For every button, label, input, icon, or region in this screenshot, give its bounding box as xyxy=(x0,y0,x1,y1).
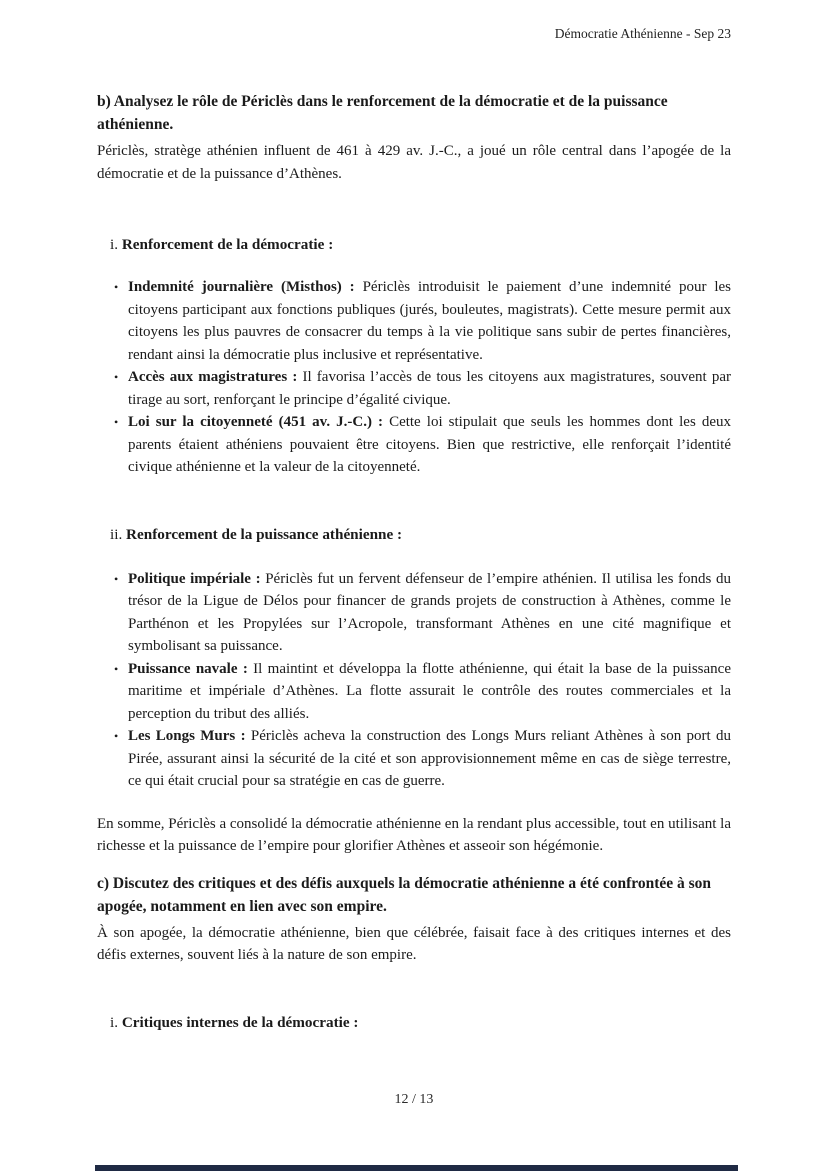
subheading-numeral: ii. xyxy=(110,525,123,543)
bullet-icon: • xyxy=(114,370,119,384)
list-item-lead: Politique impériale : xyxy=(128,570,261,587)
list-item-text: Périclès acheva la construction des Longs Murs reliant Athènes à son port du Pirée, assurant ainsi la sécurité de la cité et son approvisionnement même en cas de siège terrestre, ce qui était crucial pour sa stratégie en cas de guerre. xyxy=(128,728,731,789)
list-item-text: Il maintint et développa la flotte athénienne, qui était la base de la puissance maritime et impériale d’Athènes. La flotte assurait le contrôle des routes commerciales et la perception du tribut des alliés. xyxy=(128,660,731,722)
list-item-lead: Indemnité journalière (Misthos) : xyxy=(128,279,355,295)
bullet-icon: • xyxy=(114,571,119,586)
question-c-heading: c) Discutez des critiques et des défis auxquels la démocratie athénienne a été confrontée à son apogée, notamment en lien avec son empire. xyxy=(97,874,712,915)
list-item xyxy=(97,276,731,366)
list-item-text: Cette loi stipulait que seuls les hommes dont les deux parents étaient athéniens pouvaient être citoyens. Bien que restrictive, elle renforçait l’identité civique athénienne et la valeur de la citoyenneté. xyxy=(128,414,732,475)
bullet-icon: • xyxy=(114,729,119,743)
bullet-icon: • xyxy=(114,280,119,294)
list-item-lead: Loi sur la citoyenneté (451 av. J.-C.) : xyxy=(128,414,383,430)
subheading-title: Critiques internes de la démocratie : xyxy=(121,1013,359,1031)
list-renforcement-democratie xyxy=(97,276,731,479)
list-item xyxy=(97,658,731,726)
list-item xyxy=(97,411,731,479)
subheading-renforcement-puissance xyxy=(110,523,731,546)
subheading-numeral: i. xyxy=(110,236,119,253)
list-item-text: Périclès introduisit le paiement d’une indemnité pour les citoyens participant aux fonctions publiques (jurés, bouleutes, magistrats). Cette mesure permit aux citoyens les plus pauvres de consacrer du temps à la vie politique sans subir de pertes financières, rendant ainsi la démocratie plus inclusive et représentative. xyxy=(128,279,732,363)
subheading-critiques-internes xyxy=(110,1011,731,1034)
question-b-summary: En somme, Périclès a consolidé la démocratie athénienne en la rendant plus accessible, tout en utilisant la richesse et la puissance de l’empire pour glorifier Athènes et asseoir son hégémonie. xyxy=(97,815,731,854)
document-header: Démocratie Athénienne - Sep 23 xyxy=(554,26,731,41)
question-b-intro: Périclès, stratège athénien influent de 461 à 429 av. J.-C., a joué un rôle central dans l’apogée de la démocratie et de la puissance d’Athènes. xyxy=(97,143,731,182)
list-item-lead: Les Longs Murs : xyxy=(128,728,246,744)
subheading-title: Renforcement de la démocratie : xyxy=(121,236,334,253)
list-item-text: Périclès fut un fervent défenseur de l’empire athénien. Il utilisa les fonds du trésor de la Ligue de Délos pour financer de grands projets de construction à Athènes, comme le Parthénon et les Propylées sur l’Acropole, transformant Athènes en une cité magnifique et symbolisant sa puissance. xyxy=(128,570,732,654)
subheading-numeral: i. xyxy=(110,1013,119,1031)
question-b-heading: b) Analysez le rôle de Périclès dans le renforcement de la démocratie et de la puissance athénienne. xyxy=(97,93,668,133)
next-page-edge xyxy=(95,1165,738,1171)
list-item xyxy=(97,366,731,411)
subheading-renforcement-democratie xyxy=(110,233,731,256)
page-number-indicator: 12 / 13 xyxy=(394,1092,434,1107)
bullet-icon: • xyxy=(114,415,119,429)
list-item-lead: Accès aux magistratures : xyxy=(128,369,298,385)
list-item xyxy=(97,725,731,793)
bullet-icon: • xyxy=(114,661,119,676)
list-item-lead: Puissance navale : xyxy=(128,660,248,677)
subheading-title: Renforcement de la puissance athénienne : xyxy=(126,525,403,543)
list-renforcement-puissance xyxy=(97,568,731,793)
list-item xyxy=(97,568,731,658)
document-content xyxy=(97,90,731,1034)
question-c-intro: À son apogée, la démocratie athénienne, bien que célébrée, faisait face à des critiques internes et des défis externes, souvent liés à la nature de son empire. xyxy=(97,924,731,963)
list-item-text: Il favorisa l’accès de tous les citoyens aux magistratures, souvent par tirage au sort, renforçant le principe d’égalité civique. xyxy=(128,369,731,408)
